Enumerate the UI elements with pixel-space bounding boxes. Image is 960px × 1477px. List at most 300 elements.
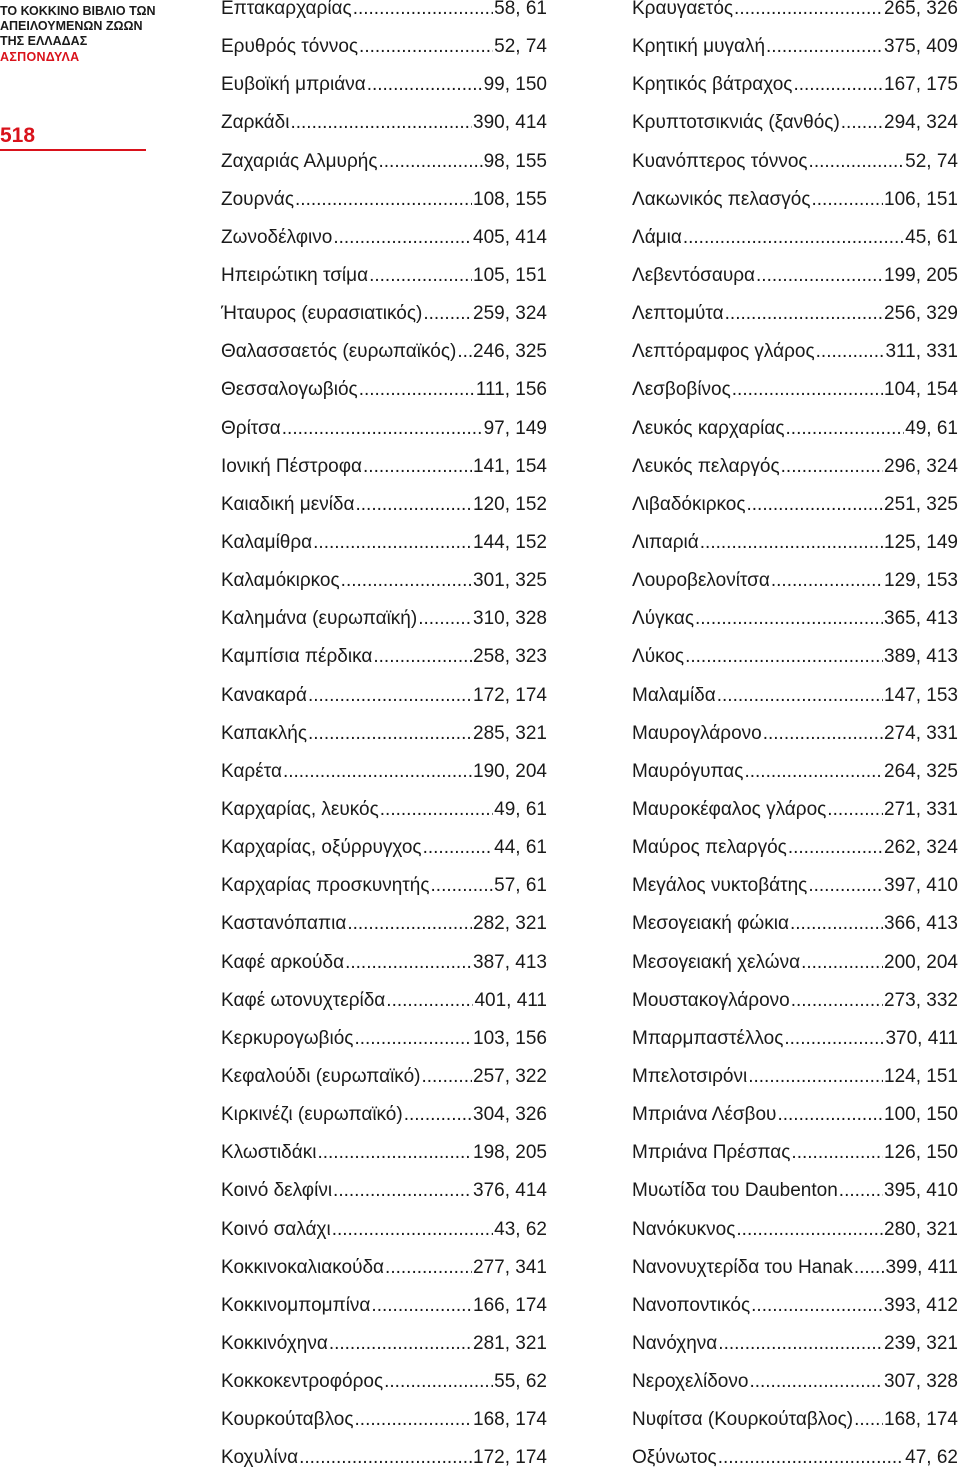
dot-leader [725, 303, 883, 325]
index-entry [221, 829, 547, 867]
entry-pages: 120, 152 [473, 493, 547, 515]
entry-name: Νανόχηνα [632, 1332, 718, 1354]
index-entry [221, 1058, 547, 1096]
index-entry [632, 1134, 958, 1172]
index-column-left [221, 0, 547, 1477]
entry-pages: 401, 411 [474, 989, 547, 1011]
dot-leader [748, 1066, 883, 1088]
entry-pages: 397, 410 [884, 875, 958, 897]
entry-name: Καρχαρίας, οξύρρυγχος [221, 837, 422, 859]
entry-name: Κανακαρά [221, 684, 307, 706]
entry-name: Καρχαρίας προσκυνητής [221, 875, 430, 897]
dot-leader [749, 1371, 883, 1393]
entry-name: Επτακαρχαρίας [221, 0, 352, 20]
page-number-rule [0, 149, 146, 151]
entry-pages: 271, 331 [884, 799, 958, 821]
index-entry [221, 1401, 547, 1439]
entry-pages: 259, 324 [473, 303, 547, 325]
dot-leader [404, 1104, 472, 1126]
entry-name: Νυφίτσα (Κουρκούταβλος) [632, 1409, 854, 1431]
index-entry [221, 867, 547, 905]
index-entry [632, 1249, 958, 1287]
entry-pages: 141, 154 [473, 455, 547, 477]
entry-name: Λευκός καρχαρίας [632, 417, 785, 439]
entry-pages: 200, 204 [884, 951, 958, 973]
dot-leader [763, 723, 883, 745]
section-title: ΑΣΠΟΝΔΥΛΑ [0, 50, 80, 64]
entry-name: Κοκκινοκαλιακούδα [221, 1256, 385, 1278]
entry-pages: 45, 61 [905, 226, 958, 248]
index-entry [221, 638, 547, 676]
index-entry [632, 104, 958, 142]
index-entry [221, 486, 547, 524]
dot-leader [378, 151, 482, 173]
dot-leader [801, 952, 883, 974]
entry-pages: 262, 324 [884, 837, 958, 859]
entry-pages: 55, 62 [494, 1371, 547, 1393]
entry-pages: 389, 413 [884, 646, 958, 668]
index-entry [221, 677, 547, 715]
entry-pages: 168, 174 [884, 1409, 958, 1431]
index-entry [632, 371, 958, 409]
entry-name: Καπακλής [221, 722, 307, 744]
entry-pages: 265, 326 [884, 0, 958, 20]
dot-leader [812, 189, 884, 211]
entry-pages: 273, 332 [884, 989, 958, 1011]
entry-pages: 49, 61 [494, 799, 547, 821]
entry-pages: 281, 321 [473, 1332, 547, 1354]
entry-name: Μπελοτσιρόνι [632, 1066, 748, 1087]
entry-name: Λευκός πελαργός [632, 455, 780, 477]
entry-name: Καλαμίθρα [221, 532, 313, 554]
index-entry [221, 1287, 547, 1325]
entry-name: Μπριάνα Πρέσπας [632, 1142, 791, 1164]
entry-name: Ζουρνάς [221, 188, 295, 210]
entry-pages: 296, 324 [884, 455, 958, 477]
entry-name: Μεσογειακή φώκια [632, 913, 789, 935]
dot-leader [353, 0, 493, 20]
dot-leader [299, 1447, 472, 1469]
entry-name: Καφέ αρκούδα [221, 951, 345, 973]
index-entry [632, 524, 958, 562]
entry-name: Κουρκούταβλος [221, 1409, 354, 1431]
entry-pages: 304, 326 [473, 1104, 547, 1126]
entry-name: Καρχαρίας, λευκός [221, 799, 379, 821]
index-entry [221, 1134, 547, 1172]
entry-pages: 98, 155 [483, 150, 547, 172]
entry-name: Λάμια [632, 226, 682, 248]
index-entry [221, 982, 547, 1020]
entry-name: Λιπαριά [632, 532, 699, 554]
entry-pages: 370, 411 [885, 1027, 958, 1049]
index-entry [632, 982, 958, 1020]
entry-pages: 167, 175 [884, 74, 958, 96]
entry-name: Κλωστιδάκι [221, 1142, 317, 1164]
dot-leader [683, 227, 904, 249]
entry-name: Ηπειρώτικη τσίμα [221, 265, 369, 287]
index-entry [632, 600, 958, 638]
dot-leader [791, 990, 883, 1012]
entry-name: Κοκκοκεντροφόρος [221, 1371, 384, 1393]
entry-name: Θαλασσαετός (ευρωπαϊκός) [221, 341, 457, 363]
dot-leader [313, 532, 472, 554]
dot-leader [341, 570, 472, 592]
entry-pages: 311, 331 [885, 341, 958, 363]
entry-pages: 124, 151 [884, 1066, 958, 1087]
index-entry [221, 944, 547, 982]
index-entry [221, 410, 547, 448]
dot-leader [282, 418, 483, 440]
entry-name: Λεπτομύτα [632, 303, 724, 325]
entry-name: Νανοποντικός [632, 1294, 751, 1316]
book-title-line-1: ΤΟ ΚΟΚΚΙΝΟ ΒΙΒΛΙΟ ΤΩΝ [0, 4, 156, 18]
entry-pages: 239, 321 [884, 1332, 958, 1354]
dot-leader [423, 837, 494, 859]
dot-leader [717, 685, 883, 707]
entry-name: Κυανόπτερος τόννος [632, 150, 808, 172]
index-entry [632, 1363, 958, 1401]
entry-name: Μυωτίδα του Daubenton [632, 1180, 838, 1202]
entry-pages: 198, 205 [473, 1142, 547, 1164]
entry-pages: 147, 153 [884, 684, 958, 706]
dot-leader [283, 761, 472, 783]
entry-pages: 172, 174 [473, 1447, 547, 1469]
dot-leader [290, 112, 472, 134]
entry-name: Κραυγαετός [632, 0, 734, 20]
index-entry [632, 867, 958, 905]
dot-leader [756, 265, 883, 287]
dot-leader [771, 570, 883, 592]
entry-name: Καστανόπαπια [221, 913, 347, 935]
index-entry [632, 219, 958, 257]
dot-leader [386, 990, 473, 1012]
entry-pages: 52, 74 [905, 150, 958, 172]
index-entry [221, 448, 547, 486]
index-entry [221, 66, 547, 104]
dot-leader [732, 379, 883, 401]
dot-leader [816, 341, 885, 363]
index-entry [632, 66, 958, 104]
dot-leader [791, 1142, 883, 1164]
index-entry [632, 486, 958, 524]
entry-pages: 251, 325 [884, 493, 958, 515]
entry-name: Κεφαλούδι (ευρωπαϊκό) [221, 1066, 421, 1087]
index-entry [632, 1211, 958, 1249]
dot-leader [363, 456, 472, 478]
entry-name: Καλημάνα (ευρωπαϊκή) [221, 608, 418, 630]
index-entry [221, 371, 547, 409]
index-entry [632, 1020, 958, 1058]
entry-name: Καρέτα [221, 760, 282, 782]
entry-pages: 105, 151 [473, 265, 547, 287]
dot-leader [685, 646, 883, 668]
entry-name: Λακωνικός πελασγός [632, 188, 811, 210]
index-entry [221, 1096, 547, 1134]
entry-pages: 99, 150 [483, 74, 547, 96]
entry-pages: 264, 325 [884, 760, 958, 782]
dot-leader [695, 608, 883, 630]
dot-leader [766, 36, 883, 58]
entry-name: Μαυρόγυπας [632, 760, 744, 782]
entry-name: Μεσογειακή χελώνα [632, 951, 801, 973]
dot-leader [751, 1295, 883, 1317]
entry-pages: 294, 324 [884, 112, 958, 134]
index-entry [221, 524, 547, 562]
dot-leader [329, 1333, 472, 1355]
dot-leader [308, 723, 472, 745]
index-entry [632, 295, 958, 333]
entry-name: Κοχυλίνα [221, 1447, 299, 1469]
entry-name: Θεσσαλογωβιός [221, 379, 358, 401]
dot-leader [788, 837, 883, 859]
entry-name: Λεβεντόσαυρα [632, 265, 756, 287]
dot-leader [345, 952, 472, 974]
entry-pages: 166, 174 [473, 1294, 547, 1316]
entry-pages: 100, 150 [884, 1104, 958, 1126]
dot-leader [359, 36, 493, 58]
entry-pages: 190, 204 [473, 760, 547, 782]
dot-leader [718, 1447, 904, 1469]
index-entry [221, 1020, 547, 1058]
book-title-line-2: ΑΠΕΙΛΟΥΜΕΝΩΝ ΖΩΩΝ [0, 19, 143, 33]
entry-name: Λύγκας [632, 608, 694, 630]
entry-name: Ευβοϊκή μπριάνα [221, 74, 366, 96]
dot-leader [718, 1333, 883, 1355]
entry-pages: 49, 61 [905, 417, 958, 439]
dot-leader [457, 341, 472, 363]
index-entry [632, 829, 958, 867]
index-entry [632, 1096, 958, 1134]
entry-pages: 172, 174 [473, 684, 547, 706]
index-entry [632, 1325, 958, 1363]
index-entry [632, 0, 958, 28]
entry-name: Νανονυχτερίδα του Hanak [632, 1256, 853, 1278]
dot-leader [839, 1180, 883, 1202]
entry-pages: 144, 152 [473, 532, 547, 554]
entry-pages: 393, 412 [884, 1294, 958, 1316]
entry-name: Κρητικός βάτραχος [632, 74, 793, 96]
dot-leader [418, 608, 472, 630]
entry-pages: 390, 414 [473, 112, 547, 134]
entry-name: Θρίτσα [221, 417, 281, 439]
entry-name: Ερυθρός τόννος [221, 36, 359, 58]
index-entry [221, 219, 547, 257]
entry-pages: 125, 149 [884, 532, 958, 554]
dot-leader [808, 875, 883, 897]
dot-leader [333, 227, 472, 249]
dot-leader [786, 418, 905, 440]
dot-leader [841, 112, 883, 134]
entry-pages: 257, 322 [473, 1066, 547, 1087]
entry-name: Κοινό δελφίνι [221, 1180, 333, 1202]
entry-name: Μαυρογλάρονο [632, 722, 762, 744]
index-entry [221, 600, 547, 638]
dot-leader [369, 265, 472, 287]
entry-name: Μπριάνα Λέσβου [632, 1104, 777, 1126]
entry-pages: 280, 321 [884, 1218, 958, 1240]
entry-name: Κοκκινόχηνα [221, 1332, 328, 1354]
entry-pages: 44, 61 [494, 837, 547, 859]
entry-pages: 307, 328 [884, 1371, 958, 1393]
index-entry [221, 1325, 547, 1363]
dot-leader [359, 379, 475, 401]
dot-leader [332, 1219, 493, 1241]
dot-leader [734, 0, 883, 20]
index-entry [632, 715, 958, 753]
entry-pages: 274, 331 [884, 722, 958, 744]
index-entry [632, 1401, 958, 1439]
entry-pages: 365, 413 [884, 608, 958, 630]
entry-pages: 58, 61 [494, 0, 547, 20]
index-entry [632, 638, 958, 676]
dot-leader [744, 761, 883, 783]
dot-leader [854, 1257, 885, 1279]
entry-pages: 108, 155 [473, 188, 547, 210]
index-entry [632, 1287, 958, 1325]
entry-pages: 258, 323 [473, 646, 547, 668]
entry-pages: 52, 74 [494, 36, 547, 58]
entry-pages: 375, 409 [884, 36, 958, 58]
index-entry [221, 791, 547, 829]
entry-pages: 277, 341 [473, 1256, 547, 1278]
entry-pages: 104, 154 [884, 379, 958, 401]
entry-name: Κρητική μυγαλή [632, 36, 766, 58]
index-entry [221, 1211, 547, 1249]
entry-pages: 366, 413 [884, 913, 958, 935]
running-header [0, 4, 160, 64]
index-entry [221, 1363, 547, 1401]
dot-leader [371, 1295, 472, 1317]
dot-leader [380, 799, 493, 821]
index-entry [221, 562, 547, 600]
entry-name: Λύκος [632, 646, 685, 668]
dot-leader [347, 913, 472, 935]
dot-leader [373, 646, 472, 668]
entry-name: Μαύρος πελαργός [632, 837, 787, 859]
entry-pages: 310, 328 [473, 608, 547, 630]
entry-name: Νανόκυκνος [632, 1218, 736, 1240]
dot-leader [295, 189, 472, 211]
entry-pages: 126, 150 [884, 1142, 958, 1164]
book-title-line-3: ΤΗΣ ΕΛΛΑΔΑΣ [0, 34, 88, 48]
dot-leader [777, 1104, 883, 1126]
dot-leader [421, 1066, 472, 1088]
dot-leader [355, 494, 472, 516]
entry-pages: 387, 413 [473, 951, 547, 973]
dot-leader [827, 799, 883, 821]
index-entry [221, 1249, 547, 1287]
entry-name: Καμπίσια πέρδικα [221, 646, 373, 668]
index-entry [632, 1439, 958, 1477]
dot-leader [747, 494, 884, 516]
entry-pages: 301, 325 [473, 570, 547, 592]
entry-pages: 399, 411 [885, 1256, 958, 1278]
entry-pages: 199, 205 [884, 265, 958, 287]
entry-pages: 43, 62 [494, 1218, 547, 1240]
index-entry [632, 677, 958, 715]
dot-leader [431, 875, 494, 897]
entry-name: Ζαρκάδι [221, 112, 290, 134]
dot-leader [809, 151, 905, 173]
entry-pages: 246, 325 [473, 341, 547, 363]
dot-leader [354, 1028, 472, 1050]
entry-name: Κρυπτοτσικνιάς (ξανθός) [632, 112, 840, 134]
dot-leader [385, 1257, 472, 1279]
entry-pages: 256, 329 [884, 303, 958, 325]
index-entry [221, 257, 547, 295]
entry-name: Καφέ ωτονυχτερίδα [221, 989, 386, 1011]
index-entry [221, 0, 547, 28]
entry-name: Ζωνοδέλφινο [221, 226, 333, 248]
index-entry [221, 104, 547, 142]
entry-pages: 129, 153 [884, 570, 958, 592]
index-entry [632, 791, 958, 829]
dot-leader [784, 1028, 884, 1050]
entry-name: Λεσβοβίνος [632, 379, 731, 401]
index-entry [221, 1172, 547, 1210]
index-entry [221, 143, 547, 181]
entry-name: Ήταυρος (ευρασιατικός) [221, 303, 423, 325]
entry-pages: 282, 321 [473, 913, 547, 935]
entry-name: Κιρκινέζι (ευρωπαϊκό) [221, 1104, 403, 1126]
index-entry [632, 448, 958, 486]
index-entry [221, 715, 547, 753]
dot-leader [317, 1142, 472, 1164]
entry-name: Ζαχαριάς Αλμυρής [221, 150, 378, 172]
index-entry [632, 753, 958, 791]
dot-leader [700, 532, 883, 554]
entry-pages: 106, 151 [884, 188, 958, 210]
entry-pages: 47, 62 [905, 1447, 958, 1469]
entry-name: Μεγάλος νυκτοβάτης [632, 875, 808, 897]
entry-name: Κερκυρογωβιός [221, 1027, 354, 1049]
index-column-right [632, 0, 958, 1477]
index-entry [632, 257, 958, 295]
entry-pages: 285, 321 [473, 722, 547, 744]
entry-pages: 376, 414 [473, 1180, 547, 1202]
entry-name: Νεροχελίδονο [632, 1371, 749, 1393]
entry-name: Λιβαδόκιρκος [632, 493, 746, 515]
index-entry [632, 28, 958, 66]
entry-name: Λεπτόραμφος γλάρος [632, 341, 815, 363]
dot-leader [736, 1219, 883, 1241]
entry-pages: 57, 61 [494, 875, 547, 897]
entry-name: Κοκκινομπομπίνα [221, 1294, 371, 1316]
dot-leader [384, 1371, 493, 1393]
entry-name: Λουροβελονίτσα [632, 570, 770, 592]
dot-leader [308, 685, 472, 707]
entry-name: Μουστακογλάρονο [632, 989, 790, 1011]
index-entry [632, 143, 958, 181]
entry-name: Οξύνωτος [632, 1447, 717, 1469]
dot-leader [333, 1180, 472, 1202]
dot-leader [790, 913, 883, 935]
dot-leader [355, 1409, 473, 1431]
index-entry [632, 905, 958, 943]
entry-pages: 103, 156 [473, 1027, 547, 1049]
index-entry [632, 1058, 958, 1096]
index-entry [221, 295, 547, 333]
dot-leader [423, 303, 472, 325]
entry-name: Μαυροκέφαλος γλάρος [632, 799, 827, 821]
entry-name: Κοινό σαλάχι [221, 1218, 331, 1240]
entry-pages: 111, 156 [475, 379, 547, 401]
index-entry [632, 944, 958, 982]
entry-name: Μπαρμπαστέλλος [632, 1027, 784, 1049]
index-entry [221, 1439, 547, 1477]
index-entry [632, 562, 958, 600]
entry-pages: 97, 149 [483, 417, 547, 439]
